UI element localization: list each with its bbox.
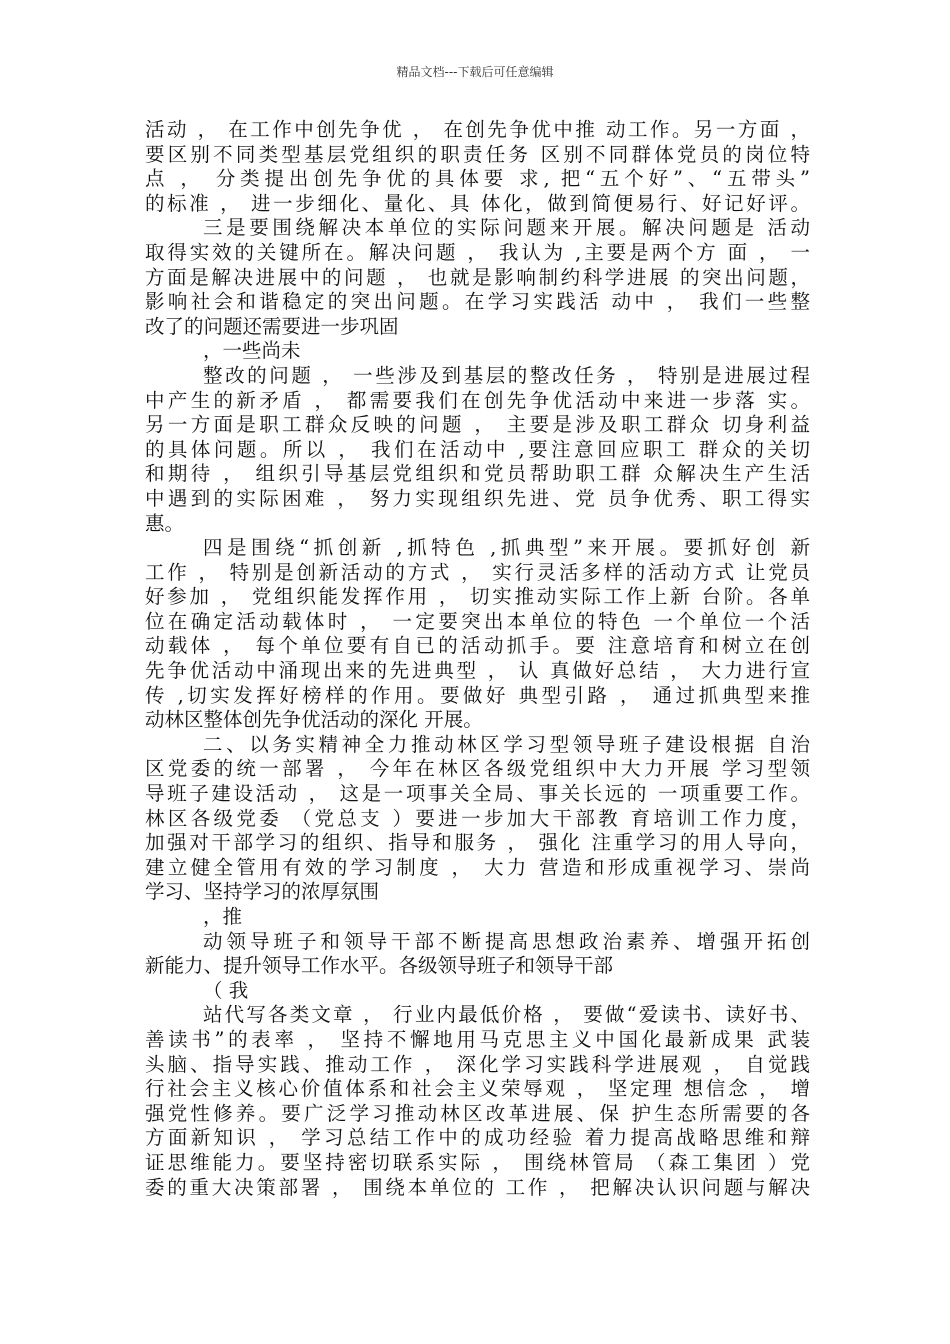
text-line: 动林区整体创先争优活动的深化 开展。	[145, 708, 483, 732]
text-line: 方面是解决进展中的问题 ， 也就是影响制约科学进展 的突出问题，	[145, 265, 810, 289]
paragraph-start-line: 站代写各类文章 ， 行业内最低价格 ， 要做“爱读书、读好书、	[203, 1003, 810, 1027]
text-line: 点 ， 分类提出创先争优的具体要 求, 把“五个好”、“五带头”	[145, 167, 810, 191]
fragment-line: （ 我	[203, 978, 249, 1002]
page-header: 精品文档---下载后可任意编辑	[396, 65, 554, 79]
text-line: 惠。	[145, 511, 185, 535]
text-line: 中遇到的实际困难 ， 努力实现组织先进、党 员争优秀、职工得实	[145, 486, 810, 510]
text-line: 位在确定活动载体时 ， 一定要突出本单位的特色 一个单位一个活	[145, 609, 810, 633]
document-body	[145, 118, 810, 1200]
text-line: 影响社会和谐稳定的突出问题。在学习实践活 动中 ， 我们一些整	[145, 290, 810, 314]
text-line: 中产生的新矛盾 ， 都需要我们在创先争优活动中来进一步落 实。	[145, 388, 810, 412]
text-line: 的标准 ， 进一步细化、量化、具 体化，做到简便易行、好记好评。	[145, 191, 810, 215]
text-line: 改了的问题还需要进一步巩固	[145, 314, 399, 338]
text-line: 强党性修养。要广泛学习推动林区改革进展、保 护生态所需要的各	[145, 1101, 810, 1125]
text-line: 好参加 ， 党组织能发挥作用 ， 切实推动实际工作上新 台阶。各单	[145, 585, 810, 609]
paragraph-start-line: 整改的问题 ， 一些涉及到基层的整改任务 ， 特别是进展过程	[203, 363, 810, 387]
text-line: 取得实效的关键所在。解决问题 ， 我认为 ,主要是两个方 面 ， 一	[145, 240, 810, 264]
text-line: 和期待 ， 组织引导基层党组织和党员帮助职工群 众解决生产生活	[145, 462, 810, 486]
text-line: 学习、坚持学习的浓厚氛围	[145, 880, 380, 904]
text-line: 先争优活动中涌现出来的先进典型 ， 认 真做好总结 ， 大力进行宣	[145, 659, 810, 683]
text-line: 另一方面是职工群众反映的问题 ， 主要是涉及职工群众 切身利益	[145, 413, 810, 437]
paragraph-start-line: 动领导班子和领导干部不断提高思想政治素养、增强开拓创	[203, 929, 810, 953]
text-line: 要区别不同类型基层党组织的职责任务 区别不同群体党员的岗位特	[145, 142, 810, 166]
text-line: 建立健全管用有效的学习制度 ， 大力 营造和形成重视学习、崇尚	[145, 855, 810, 879]
paragraph-start-line: 三是要围绕解决本单位的实际问题来开展。解决问题是 活动	[203, 216, 810, 240]
text-line: 方面新知识 ， 学习总结工作中的成功经验 着力提高战略思维和辩	[145, 1126, 810, 1150]
text-line: 头脑、指导实践、推动工作 ， 深化学习实践科学进展观 ， 自觉践	[145, 1052, 810, 1076]
text-line: 区党委的统一部署 ， 今年在林区各级党组织中大力开展 学习型领	[145, 757, 810, 781]
fragment-line: ，一些尚未	[203, 339, 301, 363]
text-line: 善读书”的表率 ， 坚持不懈地用马克思主义中国化最新成果 武装	[145, 1027, 810, 1051]
text-line: 动载体 ， 每个单位要有自已的活动抓手。要 注意培育和树立在创	[145, 634, 810, 658]
paragraph-start-line: 四是围绕“抓创新 ,抓特色 ,抓典型”来开展。要抓好创 新	[203, 536, 810, 560]
fragment-line: ，推	[203, 905, 243, 928]
text-line: 导班子建设活动 ， 这是一项事关全局、事关长远的 一项重要工作。	[145, 782, 810, 806]
text-line: 证思维能力。要坚持密切联系实际 ， 围绕林管局 （森工集团 ）党	[145, 1150, 810, 1174]
text-line: 的具体问题。所以 ， 我们在活动中 ,要注意回应职工 群众的关切	[145, 437, 810, 461]
paragraph-start-line: 二、以务实精神全力推动林区学习型领导班子建设根据 自治	[203, 732, 810, 756]
text-line: 新能力、提升领导工作水平。各级领导班子和领导干部	[145, 954, 614, 978]
text-line: 工作 ， 特别是创新活动的方式 ， 实行灵活多样的活动方式 让党员	[145, 560, 810, 584]
text-line: 活动 ， 在工作中创先争优 ， 在创先争优中推 动工作。另一方面 ，	[145, 118, 810, 141]
text-line: 林区各级党委 （党总支 ）要进一步加大干部教 育培训工作力度，	[145, 806, 810, 830]
text-line: 委的重大决策部署 ， 围绕本单位的 工作 ， 把解决认识问题与解决	[145, 1175, 810, 1199]
text-line: 加强对干部学习的组织、指导和服务 ， 强化 注重学习的用人导向，	[145, 831, 810, 855]
text-line: 行社会主义核心价值体系和社会主义荣辱观 ， 坚定理 想信念 ， 增	[145, 1077, 810, 1101]
text-line: 传 ,切实发挥好榜样的作用。要做好 典型引路 ， 通过抓典型来推	[145, 683, 810, 707]
